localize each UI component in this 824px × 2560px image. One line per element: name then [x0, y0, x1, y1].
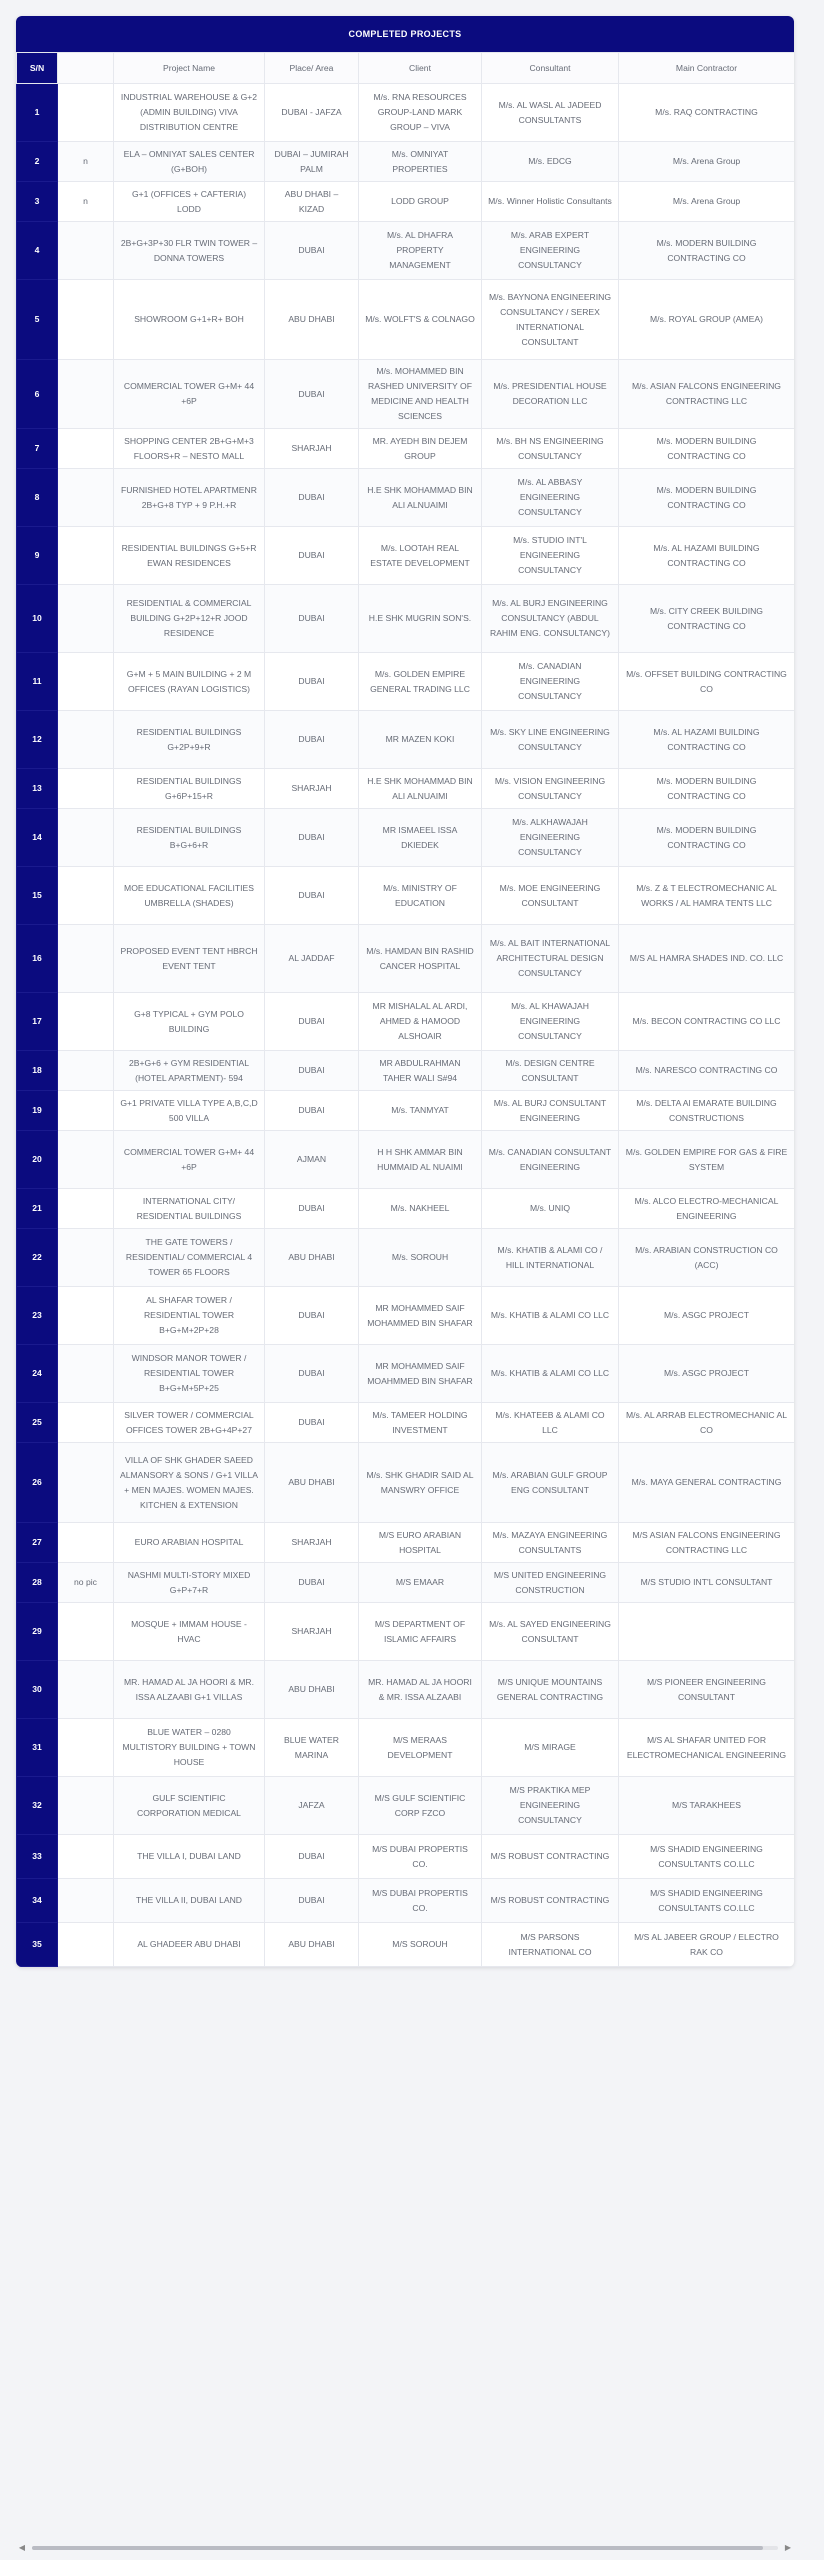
- row-client: M/s. SHK GHADIR SAID AL MANSWRY OFFICE: [359, 1443, 482, 1523]
- row-place-area: SHARJAH: [265, 1603, 359, 1661]
- row-consultant: M/s. BAYNONA ENGINEERING CONSULTANCY / SEREX INTERNATIONAL CONSULTANT: [482, 280, 619, 360]
- row-place-area: DUBAI: [265, 1563, 359, 1603]
- row-place-area: DUBAI: [265, 1051, 359, 1091]
- row-project-name: SHOWROOM G+1+R+ BOH: [114, 280, 265, 360]
- table-row: [17, 527, 795, 585]
- row-client: M/s. NAKHEEL: [359, 1189, 482, 1229]
- row-place-area: DUBAI: [265, 1879, 359, 1923]
- row-place-area: DUBAI: [265, 711, 359, 769]
- table-row: [17, 1403, 795, 1443]
- row-main-contractor: M/s. BECON CONTRACTING CO LLC: [619, 993, 795, 1051]
- table-row: [17, 1287, 795, 1345]
- row-image: [58, 1229, 114, 1287]
- row-main-contractor: M/s. ASGC PROJECT: [619, 1287, 795, 1345]
- row-sn: 14: [17, 809, 58, 867]
- table-row: [17, 993, 795, 1051]
- row-main-contractor: M/s. CITY CREEK BUILDING CONTRACTING CO: [619, 585, 795, 653]
- row-project-name: RESIDENTIAL & COMMERCIAL BUILDING G+2P+12+R JOOD RESIDENCE: [114, 585, 265, 653]
- row-client: H H SHK AMMAR BIN HUMMAID AL NUAIMI: [359, 1131, 482, 1189]
- table-row: [17, 1719, 795, 1777]
- row-image: [58, 1523, 114, 1563]
- row-sn: 7: [17, 429, 58, 469]
- row-image: [58, 711, 114, 769]
- row-consultant: M/s. SKY LINE ENGINEERING CONSULTANCY: [482, 711, 619, 769]
- row-project-name: PROPOSED EVENT TENT HBRCH EVENT TENT: [114, 925, 265, 993]
- table-row: [17, 1879, 795, 1923]
- row-project-name: G+M + 5 MAIN BUILDING + 2 M OFFICES (RAYAN LOGISTICS): [114, 653, 265, 711]
- header-image: [58, 53, 114, 84]
- row-sn: 18: [17, 1051, 58, 1091]
- row-consultant: M/s. AL WASL AL JADEED CONSULTANTS: [482, 84, 619, 142]
- row-image: [58, 1443, 114, 1523]
- row-project-name: G+1 (OFFICES + CAFTERIA) LODD: [114, 182, 265, 222]
- row-client: M/s. HAMDAN BIN RASHID CANCER HOSPITAL: [359, 925, 482, 993]
- row-project-name: THE GATE TOWERS / RESIDENTIAL/ COMMERCIAL 4 TOWER 65 FLOORS: [114, 1229, 265, 1287]
- row-project-name: SILVER TOWER / COMMERCIAL OFFICES TOWER 2B+G+4P+27: [114, 1403, 265, 1443]
- table-row: [17, 1051, 795, 1091]
- row-client: M/S GULF SCIENTIFIC CORP FZCO: [359, 1777, 482, 1835]
- row-consultant: M/S ROBUST CONTRACTING: [482, 1879, 619, 1923]
- row-client: M/s. RNA RESOURCES GROUP-LAND MARK GROUP – VIVA: [359, 84, 482, 142]
- row-client: M/S DUBAI PROPERTIS CO.: [359, 1835, 482, 1879]
- row-main-contractor: M/s. RAQ CONTRACTING: [619, 84, 795, 142]
- header-consultant: Consultant: [482, 53, 619, 84]
- row-client: M/S SOROUH: [359, 1923, 482, 1967]
- row-image: [58, 360, 114, 429]
- row-main-contractor: M/S STUDIO INT'L CONSULTANT: [619, 1563, 795, 1603]
- row-project-name: VILLA OF SHK GHADER SAEED ALMANSORY & SONS / G+1 VILLA + MEN MAJES. WOMEN MAJES. KITCHEN & EXTENSION: [114, 1443, 265, 1523]
- row-main-contractor: M/S ASIAN FALCONS ENGINEERING CONTRACTING LLC: [619, 1523, 795, 1563]
- row-consultant: M/s. CANADIAN ENGINEERING CONSULTANCY: [482, 653, 619, 711]
- row-project-name: MOE EDUCATIONAL FACILITIES UMBRELLA (SHADES): [114, 867, 265, 925]
- table-row: [17, 711, 795, 769]
- table-row: [17, 1443, 795, 1523]
- row-consultant: M/s. AL ABBASY ENGINEERING CONSULTANCY: [482, 469, 619, 527]
- row-image: [58, 469, 114, 527]
- row-image: [58, 527, 114, 585]
- row-image: [58, 1603, 114, 1661]
- row-place-area: JAFZA: [265, 1777, 359, 1835]
- row-client: M/s. SOROUH: [359, 1229, 482, 1287]
- row-client: MR MOHAMMED SAIF MOAHMMED BIN SHAFAR: [359, 1345, 482, 1403]
- row-place-area: ABU DHABI – KIZAD: [265, 182, 359, 222]
- row-main-contractor: M/s. Arena Group: [619, 142, 795, 182]
- row-place-area: DUBAI: [265, 1403, 359, 1443]
- row-consultant: M/s. DESIGN CENTRE CONSULTANT: [482, 1051, 619, 1091]
- row-main-contractor: [619, 1603, 795, 1661]
- scroll-left-icon[interactable]: ◀: [18, 2543, 26, 2552]
- row-place-area: AL JADDAF: [265, 925, 359, 993]
- row-place-area: ABU DHABI: [265, 1661, 359, 1719]
- table-body: [17, 84, 795, 1967]
- row-image: [58, 585, 114, 653]
- row-place-area: DUBAI: [265, 1287, 359, 1345]
- row-main-contractor: M/s. ASGC PROJECT: [619, 1345, 795, 1403]
- row-main-contractor: M/s. MODERN BUILDING CONTRACTING CO: [619, 469, 795, 527]
- row-consultant: M/s. VISION ENGINEERING CONSULTANCY: [482, 769, 619, 809]
- table-row: [17, 1189, 795, 1229]
- row-place-area: DUBAI – JUMIRAH PALM: [265, 142, 359, 182]
- table-row: [17, 182, 795, 222]
- row-place-area: DUBAI: [265, 1345, 359, 1403]
- scroll-right-icon[interactable]: ▶: [784, 2543, 792, 2552]
- row-place-area: ABU DHABI: [265, 1229, 359, 1287]
- row-consultant: M/s. MOE ENGINEERING CONSULTANT: [482, 867, 619, 925]
- row-consultant: M/s. KHATIB & ALAMI CO LLC: [482, 1287, 619, 1345]
- row-sn: 1: [17, 84, 58, 142]
- table-header-row: [17, 53, 795, 84]
- row-consultant: M/s. ARAB EXPERT ENGINEERING CONSULTANCY: [482, 222, 619, 280]
- row-main-contractor: M/s. ARABIAN CONSTRUCTION CO (ACC): [619, 1229, 795, 1287]
- row-place-area: DUBAI: [265, 222, 359, 280]
- table-row: [17, 1777, 795, 1835]
- row-sn: 3: [17, 182, 58, 222]
- row-consultant: M/s. UNIQ: [482, 1189, 619, 1229]
- header-sn: S/N: [17, 53, 58, 84]
- row-place-area: SHARJAH: [265, 1523, 359, 1563]
- row-place-area: DUBAI: [265, 653, 359, 711]
- row-project-name: 2B+G+3P+30 FLR TWIN TOWER – DONNA TOWERS: [114, 222, 265, 280]
- row-sn: 10: [17, 585, 58, 653]
- row-sn: 11: [17, 653, 58, 711]
- row-image: n: [58, 142, 114, 182]
- row-client: M/s. TANMYAT: [359, 1091, 482, 1131]
- row-image: [58, 867, 114, 925]
- row-client: MR ISMAEEL ISSA DKIEDEK: [359, 809, 482, 867]
- row-project-name: GULF SCIENTIFIC CORPORATION MEDICAL: [114, 1777, 265, 1835]
- row-client: M/s. AL DHAFRA PROPERTY MANAGEMENT: [359, 222, 482, 280]
- table-title: COMPLETED PROJECTS: [16, 16, 794, 52]
- row-main-contractor: M/s. ASIAN FALCONS ENGINEERING CONTRACTING LLC: [619, 360, 795, 429]
- table-row: [17, 1603, 795, 1661]
- row-consultant: M/s. BH NS ENGINEERING CONSULTANCY: [482, 429, 619, 469]
- row-main-contractor: M/s. Z & T ELECTROMECHANIC AL WORKS / AL HAMRA TENTS LLC: [619, 867, 795, 925]
- row-consultant: M/s. PRESIDENTIAL HOUSE DECORATION LLC: [482, 360, 619, 429]
- table-row: [17, 360, 795, 429]
- row-sn: 9: [17, 527, 58, 585]
- row-sn: 34: [17, 1879, 58, 1923]
- row-project-name: COMMERCIAL TOWER G+M+ 44 +6P: [114, 1131, 265, 1189]
- row-project-name: G+8 TYPICAL + GYM POLO BUILDING: [114, 993, 265, 1051]
- row-image: [58, 1879, 114, 1923]
- header-place-area: Place/ Area: [265, 53, 359, 84]
- table-row: [17, 222, 795, 280]
- row-client: MR MOHAMMED SAIF MOHAMMED BIN SHAFAR: [359, 1287, 482, 1345]
- row-sn: 28: [17, 1563, 58, 1603]
- row-consultant: M/s. CANADIAN CONSULTANT ENGINEERING: [482, 1131, 619, 1189]
- row-image: [58, 1189, 114, 1229]
- row-project-name: EURO ARABIAN HOSPITAL: [114, 1523, 265, 1563]
- row-main-contractor: M/s. AL HAZAMI BUILDING CONTRACTING CO: [619, 711, 795, 769]
- table-row: [17, 769, 795, 809]
- row-main-contractor: M/S TARAKHEES: [619, 1777, 795, 1835]
- row-sn: 26: [17, 1443, 58, 1523]
- row-project-name: SHOPPING CENTER 2B+G+M+3 FLOORS+R – NESTO MALL: [114, 429, 265, 469]
- row-project-name: COMMERCIAL TOWER G+M+ 44 +6P: [114, 360, 265, 429]
- row-project-name: THE VILLA II, DUBAI LAND: [114, 1879, 265, 1923]
- row-main-contractor: M/s. MODERN BUILDING CONTRACTING CO: [619, 809, 795, 867]
- row-place-area: DUBAI: [265, 809, 359, 867]
- row-sn: 8: [17, 469, 58, 527]
- row-main-contractor: M/s. MODERN BUILDING CONTRACTING CO: [619, 222, 795, 280]
- row-consultant: M/S PARSONS INTERNATIONAL CO: [482, 1923, 619, 1967]
- row-main-contractor: M/s. ALCO ELECTRO-MECHANICAL ENGINEERING: [619, 1189, 795, 1229]
- row-project-name: RESIDENTIAL BUILDINGS G+5+R EWAN RESIDENCES: [114, 527, 265, 585]
- row-place-area: DUBAI: [265, 469, 359, 527]
- row-client: LODD GROUP: [359, 182, 482, 222]
- row-sn: 35: [17, 1923, 58, 1967]
- row-sn: 17: [17, 993, 58, 1051]
- row-project-name: THE VILLA I, DUBAI LAND: [114, 1835, 265, 1879]
- row-project-name: G+1 PRIVATE VILLA TYPE A,B,C,D 500 VILLA: [114, 1091, 265, 1131]
- row-main-contractor: M/s. Arena Group: [619, 182, 795, 222]
- row-sn: 23: [17, 1287, 58, 1345]
- row-project-name: AL GHADEER ABU DHABI: [114, 1923, 265, 1967]
- row-sn: 13: [17, 769, 58, 809]
- table-row: [17, 1091, 795, 1131]
- row-image: [58, 1345, 114, 1403]
- row-place-area: ABU DHABI: [265, 1443, 359, 1523]
- table-row: [17, 1661, 795, 1719]
- row-project-name: INDUSTRIAL WAREHOUSE & G+2 (ADMIN BUILDING) VIVA DISTRIBUTION CENTRE: [114, 84, 265, 142]
- row-image: [58, 1131, 114, 1189]
- row-main-contractor: M/s. MAYA GENERAL CONTRACTING: [619, 1443, 795, 1523]
- row-image: [58, 769, 114, 809]
- table-row: [17, 429, 795, 469]
- row-sn: 27: [17, 1523, 58, 1563]
- row-place-area: ABU DHABI: [265, 1923, 359, 1967]
- row-project-name: RESIDENTIAL BUILDINGS G+2P+9+R: [114, 711, 265, 769]
- row-main-contractor: M/s. ROYAL GROUP (AMEA): [619, 280, 795, 360]
- row-image: [58, 993, 114, 1051]
- row-sn: 33: [17, 1835, 58, 1879]
- row-project-name: AL SHAFAR TOWER / RESIDENTIAL TOWER B+G+M+2P+28: [114, 1287, 265, 1345]
- table-row: [17, 809, 795, 867]
- row-client: M/S DEPARTMENT OF ISLAMIC AFFAIRS: [359, 1603, 482, 1661]
- row-sn: 29: [17, 1603, 58, 1661]
- table-row: [17, 469, 795, 527]
- row-main-contractor: M/S PIONEER ENGINEERING CONSULTANT: [619, 1661, 795, 1719]
- row-image: [58, 1287, 114, 1345]
- row-place-area: ABU DHABI: [265, 280, 359, 360]
- horizontal-scrollbar[interactable]: [16, 2542, 794, 2554]
- row-consultant: M/s. AL BAIT INTERNATIONAL ARCHITECTURAL DESIGN CONSULTANCY: [482, 925, 619, 993]
- row-client: M/S DUBAI PROPERTIS CO.: [359, 1879, 482, 1923]
- header-project-name: Project Name: [114, 53, 265, 84]
- row-sn: 31: [17, 1719, 58, 1777]
- table-row: [17, 1229, 795, 1287]
- row-consultant: M/s. KHATIB & ALAMI CO LLC: [482, 1345, 619, 1403]
- row-image: [58, 84, 114, 142]
- row-consultant: M/S ROBUST CONTRACTING: [482, 1835, 619, 1879]
- table-row: [17, 1923, 795, 1967]
- row-client: H.E SHK MOHAMMAD BIN ALI ALNUAIMI: [359, 769, 482, 809]
- row-sn: 12: [17, 711, 58, 769]
- row-image: [58, 222, 114, 280]
- row-consultant: M/s. ALKHAWAJAH ENGINEERING CONSULTANCY: [482, 809, 619, 867]
- row-image: [58, 1091, 114, 1131]
- row-sn: 30: [17, 1661, 58, 1719]
- row-project-name: RESIDENTIAL BUILDINGS B+G+6+R: [114, 809, 265, 867]
- row-main-contractor: M/s. AL HAZAMI BUILDING CONTRACTING CO: [619, 527, 795, 585]
- row-image: [58, 1051, 114, 1091]
- row-sn: 25: [17, 1403, 58, 1443]
- row-main-contractor: M/s. NARESCO CONTRACTING CO: [619, 1051, 795, 1091]
- row-image: [58, 1835, 114, 1879]
- scrollbar-thumb[interactable]: [32, 2546, 763, 2550]
- row-client: MR MAZEN KOKI: [359, 711, 482, 769]
- row-main-contractor: M/S AL SHAFAR UNITED FOR ELECTROMECHANICAL ENGINEERING: [619, 1719, 795, 1777]
- row-client: M/s. OMNIYAT PROPERTIES: [359, 142, 482, 182]
- row-client: M/s. MINISTRY OF EDUCATION: [359, 867, 482, 925]
- row-place-area: SHARJAH: [265, 769, 359, 809]
- row-image: [58, 925, 114, 993]
- row-sn: 5: [17, 280, 58, 360]
- row-main-contractor: M/s. AL ARRAB ELECTROMECHANIC AL CO: [619, 1403, 795, 1443]
- row-place-area: DUBAI - JAFZA: [265, 84, 359, 142]
- row-client: M/s. TAMEER HOLDING INVESTMENT: [359, 1403, 482, 1443]
- row-client: M/S EMAAR: [359, 1563, 482, 1603]
- row-client: M/S EURO ARABIAN HOSPITAL: [359, 1523, 482, 1563]
- row-project-name: ELA – OMNIYAT SALES CENTER (G+BOH): [114, 142, 265, 182]
- row-main-contractor: M/s. GOLDEN EMPIRE FOR GAS & FIRE SYSTEM: [619, 1131, 795, 1189]
- table-row: [17, 1563, 795, 1603]
- row-project-name: FURNISHED HOTEL APARTMENR 2B+G+8 TYP + 9 P.H.+R: [114, 469, 265, 527]
- table-row: [17, 142, 795, 182]
- row-place-area: DUBAI: [265, 1091, 359, 1131]
- row-sn: 6: [17, 360, 58, 429]
- table-row: [17, 84, 795, 142]
- row-consultant: M/S UNITED ENGINEERING CONSTRUCTION: [482, 1563, 619, 1603]
- row-consultant: M/s. AL SAYED ENGINEERING CONSULTANT: [482, 1603, 619, 1661]
- row-place-area: DUBAI: [265, 585, 359, 653]
- row-consultant: M/S UNIQUE MOUNTAINS GENERAL CONTRACTING: [482, 1661, 619, 1719]
- row-project-name: WINDSOR MANOR TOWER / RESIDENTIAL TOWER B+G+M+5P+25: [114, 1345, 265, 1403]
- table-row: [17, 1523, 795, 1563]
- row-client: M/s. WOLFT'S & COLNAGO: [359, 280, 482, 360]
- table-row: [17, 1345, 795, 1403]
- table-row: [17, 653, 795, 711]
- row-sn: 21: [17, 1189, 58, 1229]
- row-place-area: SHARJAH: [265, 429, 359, 469]
- row-main-contractor: M/S SHADID ENGINEERING CONSULTANTS CO.LLC: [619, 1879, 795, 1923]
- row-client: M/S MERAAS DEVELOPMENT: [359, 1719, 482, 1777]
- scrollbar-track[interactable]: [32, 2546, 778, 2550]
- row-image: n: [58, 182, 114, 222]
- header-main-contractor: Main Contractor: [619, 53, 795, 84]
- table-row: [17, 1131, 795, 1189]
- row-image: no pic: [58, 1563, 114, 1603]
- row-main-contractor: M/S AL JABEER GROUP / ELECTRO RAK CO: [619, 1923, 795, 1967]
- row-place-area: DUBAI: [265, 1189, 359, 1229]
- row-sn: 24: [17, 1345, 58, 1403]
- row-project-name: MOSQUE + IMMAM HOUSE - HVAC: [114, 1603, 265, 1661]
- row-place-area: DUBAI: [265, 867, 359, 925]
- row-project-name: BLUE WATER – 0280 MULTISTORY BUILDING + TOWN HOUSE: [114, 1719, 265, 1777]
- row-consultant: M/s. AL BURJ ENGINEERING CONSULTANCY (ABDUL RAHIM ENG. CONSULTANCY): [482, 585, 619, 653]
- row-consultant: M/S PRAKTIKA MEP ENGINEERING CONSULTANCY: [482, 1777, 619, 1835]
- row-client: M/s. MOHAMMED BIN RASHED UNIVERSITY OF MEDICINE AND HEALTH SCIENCES: [359, 360, 482, 429]
- row-client: MR. HAMAD AL JA HOORI & MR. ISSA ALZAABI: [359, 1661, 482, 1719]
- row-image: [58, 653, 114, 711]
- row-main-contractor: M/S AL HAMRA SHADES IND. CO. LLC: [619, 925, 795, 993]
- row-place-area: DUBAI: [265, 360, 359, 429]
- row-sn: 4: [17, 222, 58, 280]
- row-consultant: M/S MIRAGE: [482, 1719, 619, 1777]
- row-client: MR MISHALAL AL ARDI, AHMED & HAMOOD ALSHOAIR: [359, 993, 482, 1051]
- row-client: M/s. GOLDEN EMPIRE GENERAL TRADING LLC: [359, 653, 482, 711]
- completed-projects-table: [16, 52, 794, 1967]
- row-sn: 19: [17, 1091, 58, 1131]
- row-project-name: 2B+G+6 + GYM RESIDENTIAL (HOTEL APARTMENT)- 594: [114, 1051, 265, 1091]
- row-image: [58, 1719, 114, 1777]
- row-consultant: M/s. Winner Holistic Consultants: [482, 182, 619, 222]
- row-image: [58, 1403, 114, 1443]
- row-project-name: NASHMI MULTI-STORY MIXED G+P+7+R: [114, 1563, 265, 1603]
- row-project-name: MR. HAMAD AL JA HOORI & MR. ISSA ALZAABI G+1 VILLAS: [114, 1661, 265, 1719]
- table-row: [17, 925, 795, 993]
- row-sn: 32: [17, 1777, 58, 1835]
- row-main-contractor: M/s. DELTA Al EMARATE BUILDING CONSTRUCTIONS: [619, 1091, 795, 1131]
- row-project-name: INTERNATIONAL CITY/ RESIDENTIAL BUILDINGS: [114, 1189, 265, 1229]
- row-client: M/s. LOOTAH REAL ESTATE DEVELOPMENT: [359, 527, 482, 585]
- row-sn: 16: [17, 925, 58, 993]
- row-sn: 15: [17, 867, 58, 925]
- row-image: [58, 1661, 114, 1719]
- row-image: [58, 809, 114, 867]
- row-image: [58, 280, 114, 360]
- row-client: H.E SHK MOHAMMAD BIN ALI ALNUAIMI: [359, 469, 482, 527]
- header-client: Client: [359, 53, 482, 84]
- row-main-contractor: M/S SHADID ENGINEERING CONSULTANTS CO.LLC: [619, 1835, 795, 1879]
- row-place-area: DUBAI: [265, 1835, 359, 1879]
- table-row: [17, 280, 795, 360]
- row-client: H.E SHK MUGRIN SON'S.: [359, 585, 482, 653]
- table-row: [17, 1835, 795, 1879]
- row-image: [58, 1777, 114, 1835]
- row-image: [58, 429, 114, 469]
- row-project-name: RESIDENTIAL BUILDINGS G+6P+15+R: [114, 769, 265, 809]
- row-client: MR. AYEDH BIN DEJEM GROUP: [359, 429, 482, 469]
- row-consultant: M/s. MAZAYA ENGINEERING CONSULTANTS: [482, 1523, 619, 1563]
- table-row: [17, 585, 795, 653]
- row-client: MR ABDULRAHMAN TAHER WALI S#94: [359, 1051, 482, 1091]
- table-row: [17, 867, 795, 925]
- row-main-contractor: M/s. OFFSET BUILDING CONTRACTING CO: [619, 653, 795, 711]
- row-consultant: M/s. ARABIAN GULF GROUP ENG CONSULTANT: [482, 1443, 619, 1523]
- row-consultant: M/s. EDCG: [482, 142, 619, 182]
- row-consultant: M/s. AL BURJ CONSULTANT ENGINEERING: [482, 1091, 619, 1131]
- row-place-area: AJMAN: [265, 1131, 359, 1189]
- row-place-area: DUBAI: [265, 993, 359, 1051]
- row-sn: 22: [17, 1229, 58, 1287]
- projects-table-card: [16, 16, 794, 1967]
- row-image: [58, 1923, 114, 1967]
- row-consultant: M/s. STUDIO INT'L ENGINEERING CONSULTANCY: [482, 527, 619, 585]
- row-consultant: M/s. KHATEEB & ALAMI CO LLC: [482, 1403, 619, 1443]
- row-consultant: M/s. AL KHAWAJAH ENGINEERING CONSULTANCY: [482, 993, 619, 1051]
- row-consultant: M/s. KHATIB & ALAMI CO / HILL INTERNATIONAL: [482, 1229, 619, 1287]
- row-main-contractor: M/s. MODERN BUILDING CONTRACTING CO: [619, 429, 795, 469]
- row-sn: 20: [17, 1131, 58, 1189]
- row-sn: 2: [17, 142, 58, 182]
- row-place-area: DUBAI: [265, 527, 359, 585]
- row-main-contractor: M/s. MODERN BUILDING CONTRACTING CO: [619, 769, 795, 809]
- row-place-area: BLUE WATER MARINA: [265, 1719, 359, 1777]
